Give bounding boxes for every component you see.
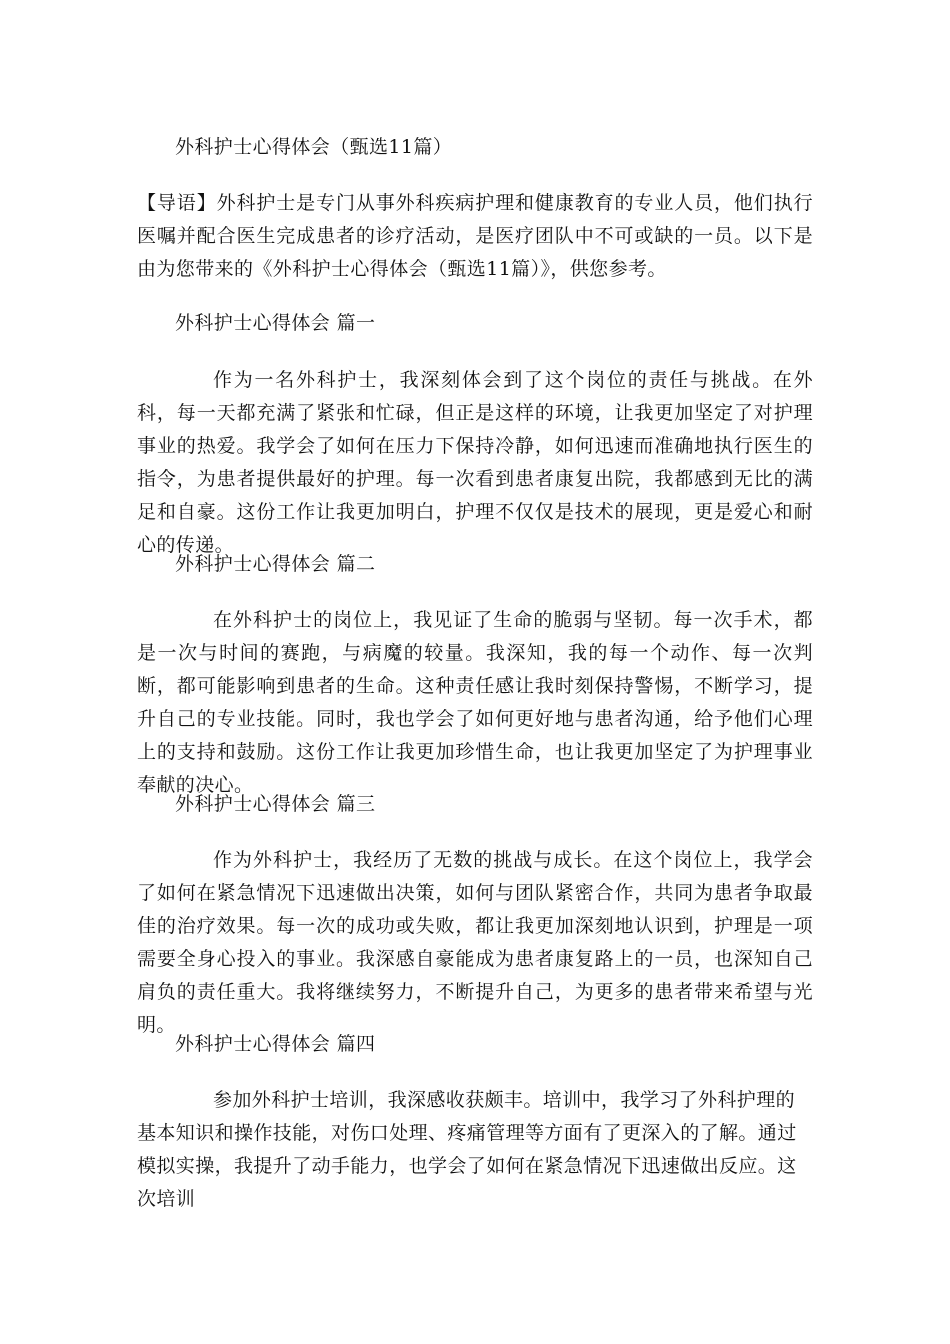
document-title: 外科护士心得体会（甄选11篇） <box>175 136 453 158</box>
section-heading-4: 外科护士心得体会 篇四 <box>175 1033 376 1055</box>
section-body-1: 作为一名外科护士，我深刻体会到了这个岗位的责任与挑战。在外科，每一天都充满了紧张和忙碌，但正是这样的环境，让我更加坚定了对护理事业的热爱。我学会了如何在压力下保持冷静，如何迅速而准确地执行医生的指令，为患者提供最好的护理。每一次看到患者康复出院，我都感到无比的满足和自豪。这份工作让我更加明白，护理不仅仅是技术的展现，更是爱心和耐心的传递。 <box>137 369 813 556</box>
section-body-2: 在外科护士的岗位上，我见证了生命的脆弱与坚韧。每一次手术，都是一次与时间的赛跑，与病魔的较量。我深知，我的每一个动作、每一次判断，都可能影响到患者的生命。这种责任感让我时刻保持警惕，不断学习，提升自己的专业技能。同时，我也学会了如何更好地与患者沟通，给予他们心理上的支持和鼓励。这份工作让我更加珍惜生命，也让我更加坚定了为护理事业奉献的决心。 <box>137 609 813 796</box>
section-heading-3: 外科护士心得体会 篇三 <box>175 793 376 815</box>
section-heading-2: 外科护士心得体会 篇二 <box>175 553 376 575</box>
intro-paragraph: 【导语】外科护士是专门从事外科疾病护理和健康教育的专业人员，他们执行医嘱并配合医生完成患者的诊疗活动，是医疗团队中不可或缺的一员。以下是由为您带来的《外科护士心得体会（甄选11篇）》，供您参考。 <box>137 192 813 280</box>
section-heading-1: 外科护士心得体会 篇一 <box>175 312 376 334</box>
section-body-3: 作为外科护士，我经历了无数的挑战与成长。在这个岗位上，我学会了如何在紧急情况下迅速做出决策，如何与团队紧密合作，共同为患者争取最佳的治疗效果。每一次的成功或失败，都让我更加深刻地认识到，护理是一项需要全身心投入的事业。我深感自豪能成为患者康复路上的一员，也深知自己肩负的责任重大。我将继续努力，不断提升自己，为更多的患者带来希望与光明。 <box>137 849 813 1036</box>
section-body-4: 参加外科护士培训，我深感收获颇丰。培训中，我学习了外科护理的基本知识和操作技能，对伤口处理、疼痛管理等方面有了更深入的了解。通过模拟实操，我提升了动手能力，也学会了如何在紧急情况下迅速做出反应。这次培训 <box>137 1089 797 1210</box>
